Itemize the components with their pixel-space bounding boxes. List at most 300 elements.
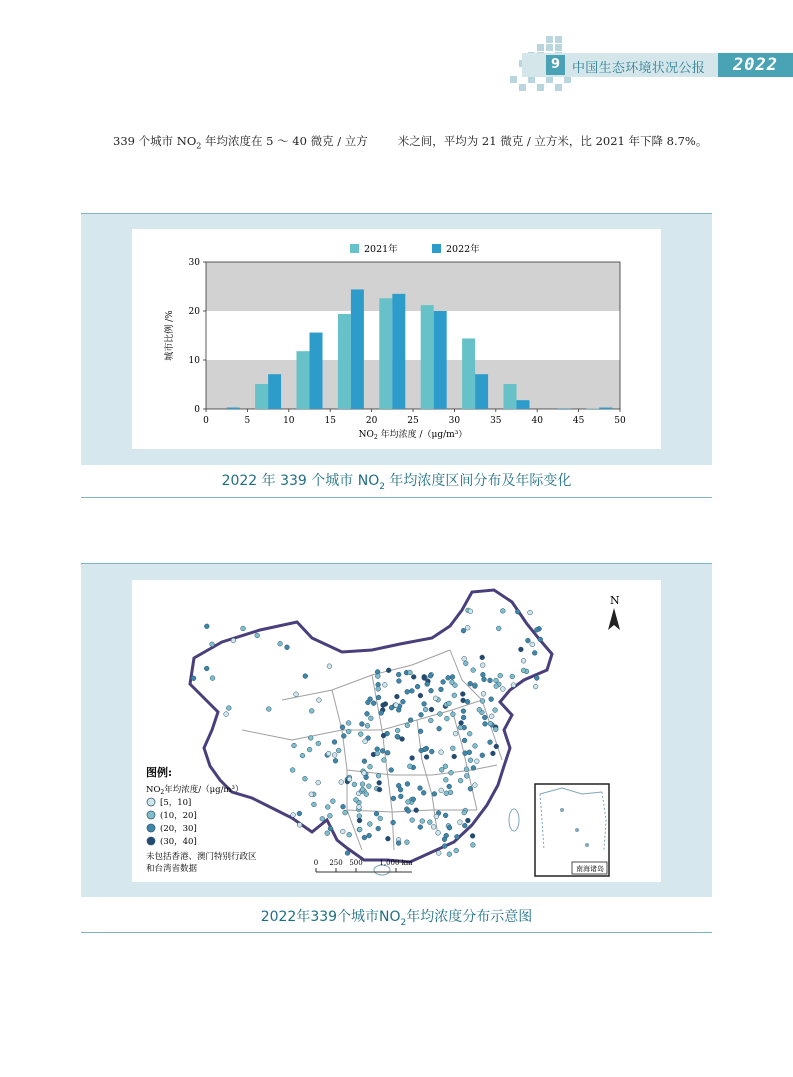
city-marker <box>191 676 196 681</box>
city-marker <box>406 809 411 814</box>
page-number: 9 <box>546 55 565 75</box>
scale-label: 0 <box>313 859 319 867</box>
city-marker <box>347 832 352 837</box>
body-text-part3: 米之间，平均为 21 微克 / 立方米，比 2021 年下降 8.7%。 <box>397 134 708 148</box>
city-marker <box>291 813 296 818</box>
city-marker <box>450 675 455 680</box>
city-marker <box>532 651 537 656</box>
city-marker <box>367 822 372 827</box>
city-marker <box>418 786 423 791</box>
city-marker <box>325 805 330 810</box>
city-marker <box>357 827 362 832</box>
city-marker <box>382 682 387 687</box>
city-marker <box>255 633 260 638</box>
city-marker <box>376 826 381 831</box>
report-year: 2022 <box>718 53 793 77</box>
city-marker <box>439 750 444 755</box>
city-marker <box>445 716 450 721</box>
city-marker <box>328 813 333 818</box>
bar-2022-0-5 <box>227 408 240 409</box>
bar-2022-10-15 <box>310 333 323 409</box>
city-marker <box>496 626 501 631</box>
city-marker <box>521 668 526 673</box>
city-marker <box>467 731 472 736</box>
city-marker <box>473 744 478 749</box>
city-marker <box>231 638 236 643</box>
city-marker <box>455 834 460 839</box>
city-marker <box>468 758 473 763</box>
figure1-caption <box>81 470 712 492</box>
city-marker <box>391 820 396 825</box>
city-marker <box>465 699 470 704</box>
figure2-caption-sub: 2 <box>400 917 407 928</box>
figure1-caption-post: 年均浓度区间分布及年际变化 <box>384 473 572 489</box>
body-paragraph <box>113 133 733 150</box>
city-marker <box>380 749 385 754</box>
city-marker <box>375 674 380 679</box>
city-marker <box>473 783 478 788</box>
city-marker <box>367 833 372 838</box>
city-marker <box>408 670 413 675</box>
figure1-rule <box>81 497 712 498</box>
city-marker <box>366 700 371 705</box>
city-marker <box>434 814 439 819</box>
city-marker <box>309 792 314 797</box>
north-arrow-icon <box>608 594 620 630</box>
legend-subtitle: $NO_2$年均浓度/（μg/m³） <box>146 785 244 796</box>
city-marker <box>447 852 452 857</box>
city-marker <box>447 784 452 789</box>
legend-dot-2 <box>147 824 155 832</box>
city-marker <box>297 811 302 816</box>
city-marker <box>444 791 449 796</box>
city-marker <box>363 739 368 744</box>
city-marker <box>397 679 402 684</box>
city-marker <box>316 741 321 746</box>
body-text-part1: 339 个城市 NO <box>113 134 197 148</box>
city-marker <box>345 851 350 856</box>
city-marker <box>210 642 215 647</box>
city-marker <box>471 668 476 673</box>
x-tick-label: 5 <box>244 416 251 426</box>
city-marker <box>357 814 362 819</box>
city-marker <box>489 714 494 719</box>
bar-2022-45-50 <box>599 408 612 409</box>
city-marker <box>332 753 337 758</box>
city-marker <box>452 754 457 759</box>
city-marker <box>415 684 420 689</box>
city-marker <box>395 728 400 733</box>
city-marker <box>468 681 473 686</box>
city-marker <box>480 699 485 704</box>
city-marker <box>368 716 373 721</box>
city-marker <box>358 732 363 737</box>
city-marker <box>346 729 351 734</box>
city-marker <box>443 764 448 769</box>
city-marker <box>327 664 332 669</box>
city-marker <box>461 715 466 720</box>
city-marker <box>224 712 229 717</box>
city-marker <box>325 831 330 836</box>
city-marker <box>480 655 485 660</box>
city-marker <box>471 843 476 848</box>
city-marker <box>493 727 498 732</box>
city-marker <box>312 802 317 807</box>
city-marker <box>439 767 444 772</box>
city-marker <box>382 758 387 763</box>
city-marker <box>326 751 331 756</box>
legend-dot-3 <box>147 837 155 845</box>
bar-2022-35-40 <box>517 400 530 409</box>
city-marker <box>474 759 479 764</box>
bar-2021-25-30 <box>421 305 434 409</box>
city-marker <box>340 829 345 834</box>
city-marker <box>468 609 473 614</box>
city-marker <box>294 692 299 697</box>
city-marker <box>538 637 543 642</box>
city-marker <box>491 751 496 756</box>
city-marker <box>333 758 338 763</box>
city-marker <box>332 740 337 745</box>
city-marker <box>408 718 413 723</box>
city-marker <box>494 744 499 749</box>
figure2-caption-post: 年均浓度分布示意图 <box>406 909 533 925</box>
city-marker <box>376 687 381 692</box>
bar-2021-35-40 <box>504 384 517 409</box>
city-marker <box>340 725 345 730</box>
y-tick-label: 20 <box>188 307 200 317</box>
city-marker <box>427 820 432 825</box>
city-marker <box>482 715 487 720</box>
city-marker <box>498 673 503 678</box>
city-marker <box>204 624 209 629</box>
city-marker <box>285 645 290 650</box>
legend-item-0: [5，10] <box>160 798 192 808</box>
legend-label-0: 2021年 <box>364 244 398 255</box>
city-marker <box>396 841 401 846</box>
city-marker <box>278 641 283 646</box>
body-text-sub: 2 <box>196 141 202 151</box>
city-marker <box>396 783 401 788</box>
city-marker <box>411 797 416 802</box>
taiwan-island <box>509 809 519 831</box>
city-marker <box>467 750 472 755</box>
city-marker <box>365 723 370 728</box>
city-marker <box>482 677 487 682</box>
city-marker <box>405 689 410 694</box>
figure1-panel <box>81 213 712 465</box>
scale-label: 500 <box>349 859 363 867</box>
city-marker <box>528 610 533 615</box>
chart-frame <box>132 229 661 449</box>
city-marker <box>444 833 449 838</box>
legend-item-3: (30，40] <box>160 837 197 847</box>
city-marker <box>297 823 302 828</box>
city-marker <box>464 774 469 779</box>
city-marker <box>453 731 458 736</box>
city-marker <box>303 776 308 781</box>
city-marker <box>379 711 384 716</box>
city-marker <box>339 780 344 785</box>
city-marker <box>511 683 516 688</box>
x-tick-label: 40 <box>531 416 543 426</box>
report-title: 中国生态环境状况公报 <box>572 61 706 76</box>
city-marker <box>241 626 246 631</box>
city-marker <box>471 766 476 771</box>
city-marker <box>534 676 539 681</box>
figure2-rule <box>81 932 712 933</box>
city-marker <box>347 777 352 782</box>
city-marker <box>396 672 401 677</box>
city-marker <box>526 638 531 643</box>
city-marker <box>441 680 446 685</box>
city-marker <box>371 701 376 706</box>
x-tick-label: 0 <box>203 416 209 426</box>
city-marker <box>303 674 308 679</box>
scale-label: 1,000 km <box>379 859 413 867</box>
city-marker <box>290 768 295 773</box>
city-marker <box>422 674 427 679</box>
city-marker <box>383 702 388 707</box>
bar-2022-25-30 <box>434 311 447 409</box>
legend-note-line2: 和台湾省数据 <box>146 864 198 874</box>
city-marker <box>458 820 463 825</box>
city-marker <box>428 718 433 723</box>
x-tick-label: 20 <box>365 416 378 426</box>
city-marker <box>488 678 493 683</box>
city-marker <box>210 676 215 681</box>
city-marker <box>365 711 370 716</box>
city-marker <box>424 755 429 760</box>
bar-2022-30-35 <box>475 374 488 409</box>
bar-chart <box>132 229 661 449</box>
scale-label: 250 <box>329 859 343 867</box>
city-marker <box>439 788 444 793</box>
city-marker <box>389 768 394 773</box>
bar-2022-5-10 <box>268 374 281 409</box>
city-marker <box>530 642 535 647</box>
city-marker <box>436 830 441 835</box>
city-marker <box>453 683 458 688</box>
bar-2022-15-20 <box>351 289 364 409</box>
legend-item-2: (20，30] <box>160 824 197 834</box>
figure1-caption-sub: 2 <box>379 481 385 492</box>
city-marker <box>386 836 391 841</box>
city-marker <box>437 726 442 731</box>
city-marker <box>386 668 391 673</box>
city-marker <box>481 672 486 677</box>
city-marker <box>461 628 466 633</box>
city-marker <box>477 707 482 712</box>
city-marker <box>204 666 209 671</box>
city-marker <box>354 797 359 802</box>
city-marker <box>320 816 325 821</box>
figure2-caption <box>81 906 712 928</box>
city-marker <box>462 656 467 661</box>
city-marker <box>366 784 371 789</box>
city-marker <box>449 770 454 775</box>
city-marker <box>385 750 390 755</box>
legend-dot-0 <box>147 798 155 806</box>
figure1-caption-pre: 2022 年 339 个城市 NO <box>221 473 380 489</box>
city-marker <box>425 682 430 687</box>
legend-dot-1 <box>147 811 155 819</box>
city-marker <box>460 692 465 697</box>
y-tick-label: 0 <box>194 405 200 415</box>
y-axis-label: 城市比例 /% <box>165 310 175 361</box>
city-marker <box>470 834 475 839</box>
city-marker <box>352 782 357 787</box>
x-tick-label: 35 <box>490 416 502 426</box>
city-marker <box>461 709 466 714</box>
city-marker <box>364 775 369 780</box>
bar-2021-30-35 <box>462 338 475 409</box>
city-marker <box>436 851 441 856</box>
body-text-part2: 年均浓度在 5 ～ 40 微克 / 立方 <box>201 134 368 148</box>
city-marker <box>454 848 459 853</box>
x-tick-label: 10 <box>283 416 295 426</box>
city-marker <box>395 734 400 739</box>
city-marker <box>346 721 351 726</box>
city-marker <box>343 810 348 815</box>
city-marker <box>447 825 452 830</box>
map-frame <box>132 580 661 882</box>
city-marker <box>431 825 436 830</box>
city-marker <box>309 709 314 714</box>
city-marker <box>336 748 341 753</box>
city-marker <box>423 707 428 712</box>
city-marker <box>405 840 410 845</box>
city-marker <box>443 777 448 782</box>
city-marker <box>452 693 457 698</box>
city-marker <box>466 818 471 823</box>
city-marker <box>458 725 463 730</box>
city-marker <box>473 684 478 689</box>
city-marker <box>307 747 312 752</box>
city-marker <box>429 749 434 754</box>
city-marker <box>459 721 464 726</box>
city-marker <box>488 740 493 745</box>
city-marker <box>422 702 427 707</box>
city-marker <box>481 691 486 696</box>
city-marker <box>410 818 415 823</box>
city-marker <box>463 751 468 756</box>
city-marker <box>462 738 467 743</box>
city-marker <box>462 823 467 828</box>
city-marker <box>500 609 505 614</box>
south-sea-inset <box>535 784 609 876</box>
city-marker <box>398 794 403 799</box>
city-marker <box>448 790 453 795</box>
city-marker <box>407 764 412 769</box>
x-tick-label: 25 <box>407 416 419 426</box>
city-marker <box>376 773 381 778</box>
city-marker <box>376 695 381 700</box>
bar-2021-5-10 <box>255 384 268 409</box>
y-tick-label: 30 <box>188 258 200 268</box>
city-marker <box>464 767 469 772</box>
city-marker <box>308 736 313 741</box>
city-marker <box>442 844 447 849</box>
city-marker <box>328 826 333 831</box>
city-marker <box>377 780 382 785</box>
city-marker <box>300 753 305 758</box>
city-marker <box>362 835 367 840</box>
city-marker <box>419 712 424 717</box>
city-marker <box>400 737 405 742</box>
x-tick-label: 45 <box>572 416 585 426</box>
city-marker <box>521 658 526 663</box>
city-marker <box>443 813 448 818</box>
city-marker <box>421 790 426 795</box>
city-marker <box>391 796 396 801</box>
legend-swatch-1 <box>432 244 441 253</box>
legend-title: 图例: <box>146 766 173 779</box>
city-marker <box>360 722 365 727</box>
city-marker <box>381 733 386 738</box>
city-marker <box>488 721 493 726</box>
city-marker <box>447 701 452 706</box>
city-marker <box>411 675 416 680</box>
city-marker <box>429 688 434 693</box>
city-marker <box>357 805 362 810</box>
bar-2022-20-25 <box>392 294 405 409</box>
city-marker <box>462 810 467 815</box>
y-tick-label: 10 <box>188 356 200 366</box>
city-marker <box>292 743 297 748</box>
city-marker <box>375 751 380 756</box>
city-marker <box>480 753 485 758</box>
city-marker <box>395 694 400 699</box>
city-marker <box>360 782 365 787</box>
city-marker <box>494 684 499 689</box>
city-marker <box>418 693 423 698</box>
legend-swatch-0 <box>350 244 359 253</box>
city-marker <box>317 698 322 703</box>
city-marker <box>414 808 419 813</box>
figure2-panel <box>81 563 712 897</box>
city-marker <box>461 698 466 703</box>
city-marker <box>458 778 463 783</box>
city-marker <box>418 825 423 830</box>
city-marker <box>406 800 411 805</box>
legend-note-line1: 未包括香港、澳门特别行政区 <box>146 852 257 862</box>
city-marker <box>450 746 455 751</box>
city-marker <box>266 707 271 712</box>
city-marker <box>394 703 399 708</box>
city-marker <box>451 712 456 717</box>
bar-2021-15-20 <box>338 314 351 409</box>
city-marker <box>429 707 434 712</box>
city-marker <box>330 799 335 804</box>
city-marker <box>510 674 515 679</box>
city-marker <box>377 787 382 792</box>
x-tick-label: 15 <box>324 416 336 426</box>
city-marker <box>316 780 321 785</box>
bar-2021-10-15 <box>297 351 310 409</box>
city-marker <box>418 729 423 734</box>
legend-item-1: (10，20] <box>160 811 197 821</box>
city-marker <box>519 647 524 652</box>
city-marker <box>405 723 410 728</box>
city-marker <box>410 756 415 761</box>
city-marker <box>401 699 406 704</box>
figure2-caption-pre: 2022年339个城市NO <box>260 909 401 925</box>
china-map <box>132 580 661 882</box>
city-marker <box>446 675 451 680</box>
city-marker <box>378 816 383 821</box>
city-marker <box>357 818 362 823</box>
